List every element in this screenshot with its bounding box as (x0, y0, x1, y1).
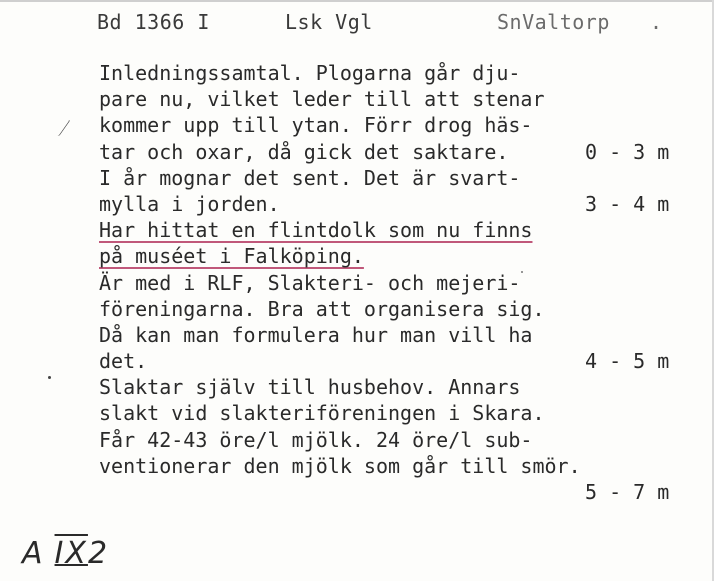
note-line-text: mylla i jorden. (99, 191, 280, 216)
note-line-underlined (99, 217, 699, 243)
header-place-mark: . (650, 10, 663, 34)
note-line (99, 86, 699, 112)
handwritten-signum (22, 536, 109, 571)
note-line (99, 479, 699, 505)
margin-dot-mark (48, 376, 51, 379)
note-line (99, 191, 699, 217)
note-line (99, 322, 699, 348)
note-line-text: I år mognar det sent. Det är svart- (99, 165, 521, 190)
note-line (99, 112, 699, 138)
note-line-text: kommer upp till ytan. Förr drog häs- (99, 113, 533, 138)
note-line-text: Inledningssamtal. Plogarna går dju- (99, 61, 521, 85)
signum-roman: IX (54, 536, 88, 571)
note-line (99, 400, 699, 426)
note-line (99, 453, 699, 479)
note-line-text: Har hittat en flintdolk som nu finns (99, 218, 533, 243)
note-line-text: pare nu, vilket leder till att stenar (99, 87, 545, 112)
note-line-text: slakt vid slakteriföreningen i Skara. (99, 401, 545, 426)
note-line (99, 270, 699, 296)
note-line-text: Är med i RLF, Slakteri- och mejeri- (99, 270, 521, 295)
note-line (99, 296, 699, 322)
note-line-text: Då kan man formulera hur man vill ha (99, 322, 533, 347)
note-line-text: Slaktar själv till husbehov. Annars (99, 375, 521, 400)
note-line-text: Får 42-43 öre/l mjölk. 24 öre/l sub- (99, 427, 533, 452)
note-line (99, 165, 699, 191)
depth-marker: 4 - 5 m (585, 349, 670, 374)
note-line-underlined (99, 243, 699, 269)
depth-marker: 0 - 3 m (585, 139, 670, 164)
note-line-text: ventionerar den mjölk som går till smör. (99, 453, 581, 478)
note-line (99, 60, 699, 86)
note-line-text: tar och oxar, då gick det saktare. (99, 139, 509, 164)
note-line (99, 374, 699, 400)
note-line-text: föreningarna. Bra att organisera sig. (99, 296, 545, 321)
note-line-text: det. (99, 349, 148, 374)
signum-suffix: 2 (87, 536, 110, 571)
note-line (99, 348, 699, 374)
signum-prefix: A (22, 536, 45, 571)
card-top-edge (0, 0, 714, 2)
margin-pencil-mark (46, 120, 70, 136)
depth-marker: 5 - 7 m (585, 480, 670, 504)
header-informant: Lsk Vgl (285, 10, 373, 34)
depth-marker: 3 - 4 m (585, 191, 670, 216)
note-line (99, 139, 699, 165)
header-place: SnValtorp (497, 10, 610, 34)
note-line (99, 427, 699, 453)
interview-notes (99, 60, 699, 505)
note-line-text: på muséet i Falköping. (99, 244, 364, 269)
header-reference: Bd 1366 I (97, 10, 210, 34)
